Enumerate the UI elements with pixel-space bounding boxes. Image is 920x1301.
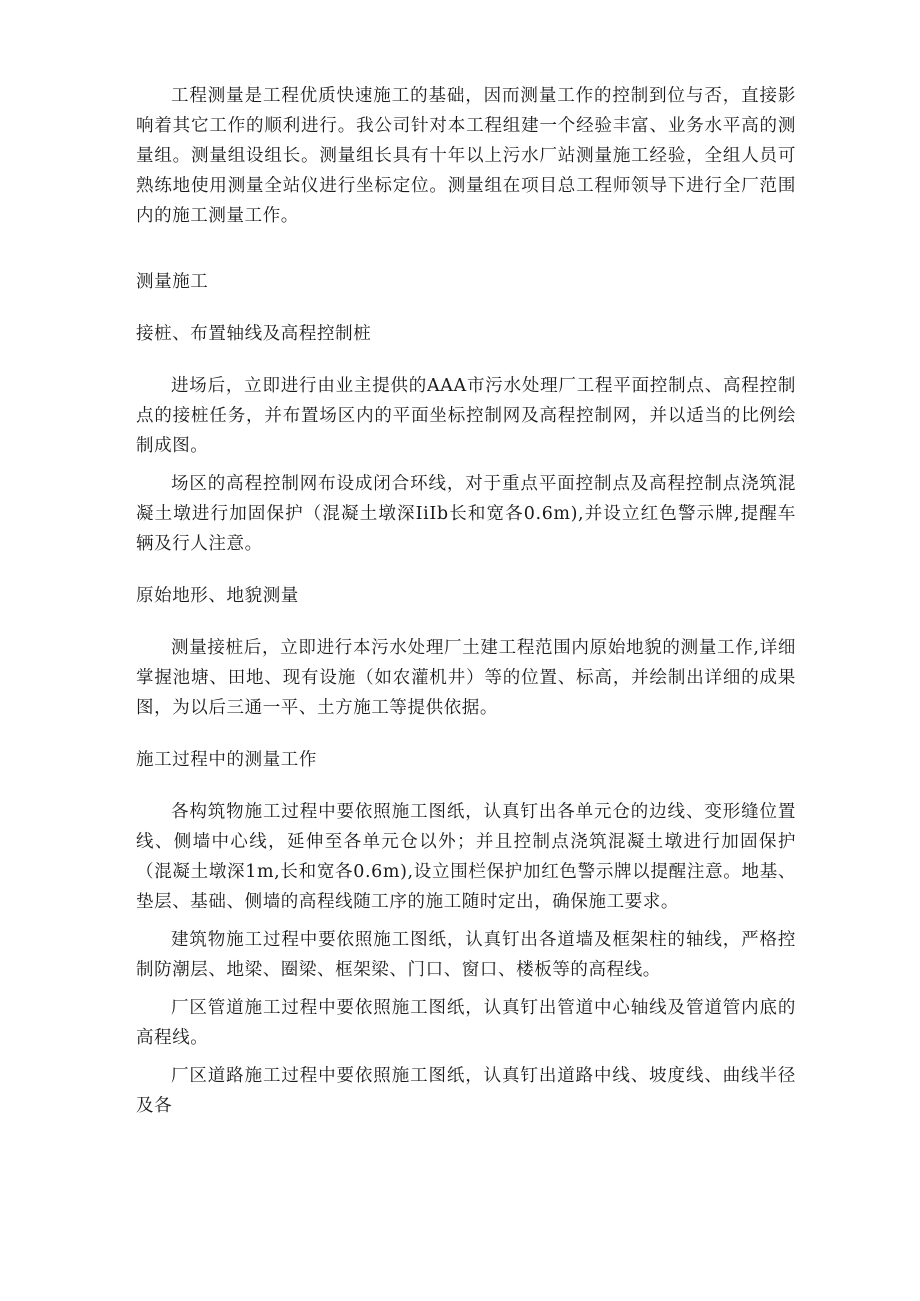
subsection-heading-process: 施工过程中的测量工作	[136, 750, 317, 770]
piles-paragraph-1: 进场后，立即进行由业主提供的AAA市污水处理厂工程平面控制点、高程控制点的接桩任务，并布置场区内的平面坐标控制网及高程控制网，并以适当的比例绘制成图。	[136, 376, 796, 456]
piles-paragraph-2: 场区的高程控制网布设成闭合环线，对于重点平面控制点及高程控制点浇筑混凝土墩进行加固保护（混凝土墩深IiIb长和宽各0.6m),并设立红色警示牌,提醒车辆及行人注意。	[136, 474, 796, 554]
intro-paragraph: 工程测量是工程优质快速施工的基础，因而测量工作的控制到位与否，直接影响着其它工作的顺利进行。我公司针对本工程组建一个经验丰富、业务水平高的测量组。测量组设组长。测量组长具有十年以上污水厂站测量施工经验，全组人员可熟练地使用测量全站仪进行坐标定位。测量组在项目总工程师领导下进行全厂范围内的施工测量工作。	[136, 86, 796, 226]
terrain-paragraph: 测量接桩后，立即进行本污水处理厂土建工程范围内原始地貌的测量工作,详细掌握池塘、田地、现有设施（如农灌机井）等的位置、标高，并绘制出详细的成果图，为以后三通一平、土方施工等提供依据。	[136, 638, 796, 718]
process-paragraph-1: 各构筑物施工过程中要依照施工图纸，认真钉出各单元仓的边线、变形缝位置线、侧墙中心线，延伸至各单元仓以外；并且控制点浇筑混凝土墩进行加固保护（混凝土墩深1m,长和宽各0.6m),设立围栏保护加红色警示牌以提醒注意。地基、垫层、基础、侧墙的高程线随工序的施工随时定出，确保施工要求。	[136, 802, 796, 912]
document-body	[136, 81, 796, 1121]
process-paragraph-4: 厂区道路施工过程中要依照施工图纸，认真钉出道路中线、坡度线、曲线半径及各	[136, 1066, 796, 1116]
subsection-heading-piles: 接桩、布置轴线及高程控制桩	[136, 324, 372, 344]
process-paragraph-2: 建筑物施工过程中要依照施工图纸，认真钉出各道墙及框架柱的轴线，严格控制防潮层、地梁、圈梁、框架梁、门口、窗口、楼板等的高程线。	[136, 930, 796, 980]
subsection-heading-terrain: 原始地形、地貌测量	[136, 586, 299, 606]
section-heading-survey: 测量施工	[136, 272, 209, 292]
process-paragraph-3: 厂区管道施工过程中要依照施工图纸，认真钉出管道中心轴线及管道管内底的高程线。	[136, 998, 796, 1048]
